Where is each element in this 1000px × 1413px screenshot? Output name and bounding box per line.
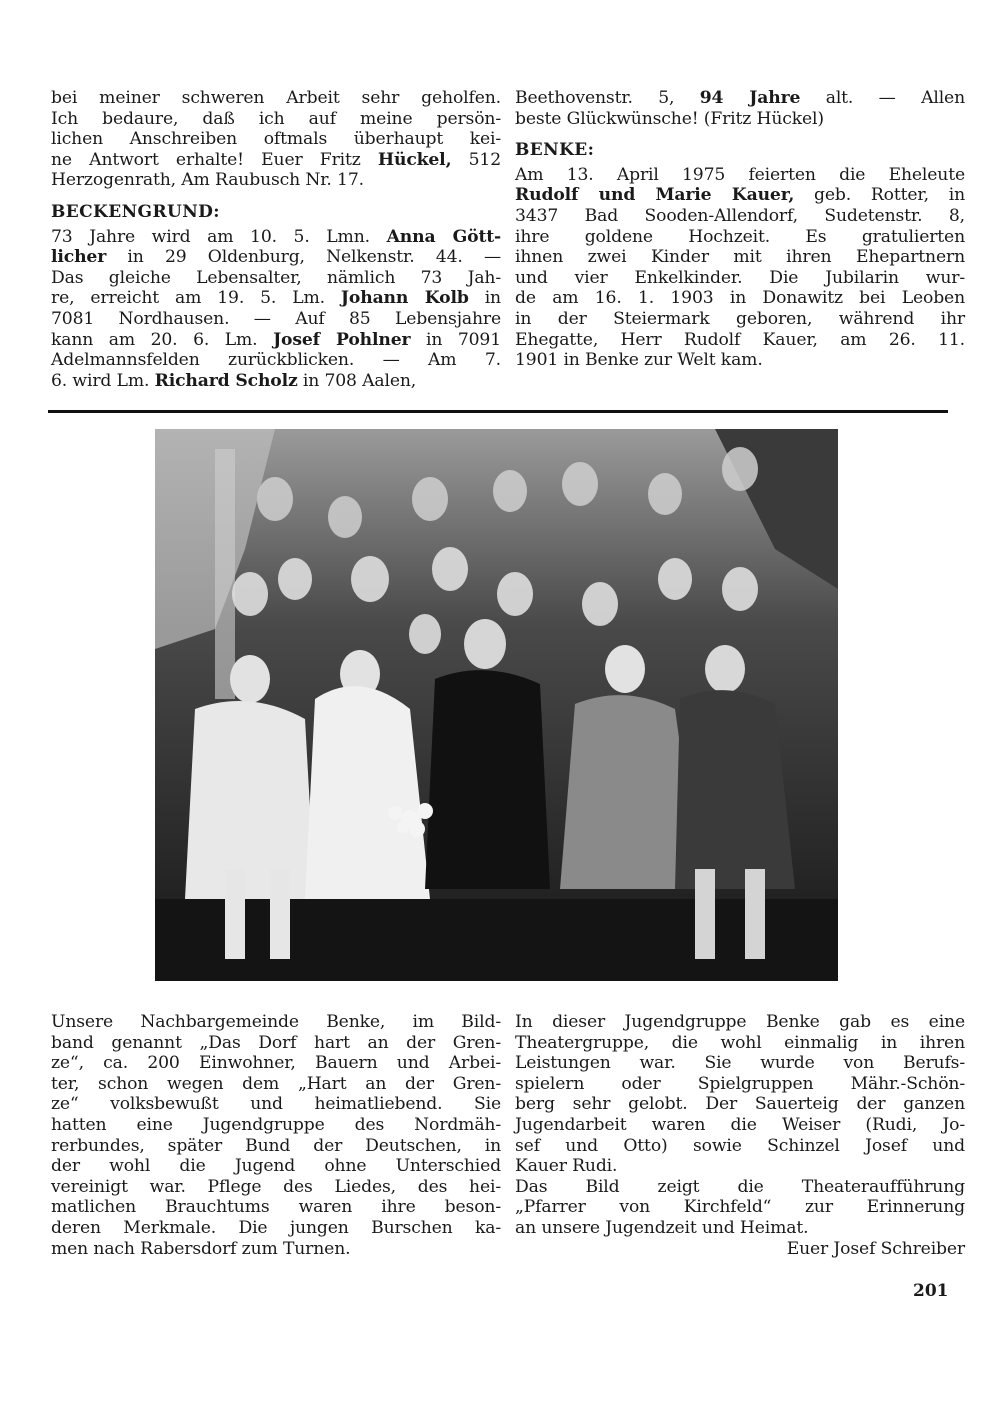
text-line: vereinigt war. Pflege des Liedes, des hei-	[51, 1176, 501, 1197]
text-line	[51, 350, 501, 371]
bold-name: Anna Gött-	[386, 226, 502, 247]
group-photo-theater	[155, 429, 838, 981]
bold-name: licher	[51, 247, 107, 268]
text-line: ze“ volksbewußt und heimatliebend. Sie	[51, 1094, 501, 1115]
text-line: Herzogenrath, Am Raubusch Nr. 17.	[51, 170, 364, 191]
text-line	[515, 206, 965, 227]
photo-illustration	[155, 429, 838, 981]
text-line	[51, 247, 501, 268]
paragraph-benke-description	[51, 1012, 501, 1259]
text-run: Adelmannsfelden zurückblicken. — Am 7.	[51, 350, 501, 371]
text-line: In dieser Jugendgruppe Benke gab es eine	[515, 1012, 965, 1032]
text-line: Ich bedaure, daß ich auf meine persön-	[51, 108, 501, 129]
text-line: „Pfarrer von Kirchfeld“ zur Erinnerung	[515, 1197, 965, 1218]
text-run: kann am 20. 6. Lm.	[51, 329, 274, 350]
paragraph-hueckel-letter	[51, 88, 501, 191]
text-line	[515, 288, 965, 309]
bold-name: 94 Jahre	[699, 88, 801, 108]
text-line	[515, 350, 965, 371]
text-line: spielern oder Spielgruppen Mähr.-Schön-	[515, 1073, 965, 1094]
text-run: Beethovenstr. 5,	[515, 88, 700, 108]
text-line: hatten eine Jugendgruppe des Nordmäh-	[51, 1114, 501, 1135]
paragraph-benke	[515, 165, 965, 371]
text-run: Ehegatte, Herr Rudolf Kauer, am 26. 11.	[515, 329, 965, 350]
text-line	[51, 150, 501, 171]
text-line: der wohl die Jugend ohne Unterschied	[51, 1156, 501, 1177]
text-run: ihre goldene Hochzeit. Es gratulierten	[515, 226, 965, 247]
text-line: bei meiner schweren Arbeit sehr geholfen.	[51, 88, 501, 108]
column-bottom-left	[51, 1012, 501, 1259]
paragraph-beckengrund	[51, 227, 501, 392]
text-run: 1901 in Benke zur Welt kam.	[515, 350, 763, 371]
text-line: Kauer Rudi.	[515, 1156, 618, 1177]
bold-name: Richard Scholz	[154, 370, 298, 391]
text-line: Das Bild zeigt die Theateraufführung	[515, 1176, 965, 1197]
text-run: in 708 Aalen,	[297, 370, 417, 391]
text-run: 512	[451, 149, 501, 170]
text-line	[515, 227, 965, 248]
text-run: in 29 Oldenburg, Nelkenstr. 44. —	[106, 247, 501, 268]
section-heading-beckengrund: BECKENGRUND:	[51, 201, 220, 222]
text-line	[515, 247, 965, 268]
text-line	[51, 288, 501, 309]
text-run: de am 16. 1. 1903 in Donawitz bei Leoben	[515, 288, 965, 309]
text-line: band genannt „Das Dorf hart an der Gren-	[51, 1032, 501, 1053]
text-run: beste Glückwünsche! (Fritz Hückel)	[515, 108, 824, 129]
bold-name: Josef Pohlner	[273, 329, 411, 350]
text-line	[515, 185, 965, 206]
text-line: berg sehr gelobt. Der Sauerteig der ganzen	[515, 1094, 965, 1115]
text-line	[51, 309, 501, 330]
text-line	[51, 371, 501, 392]
text-line: sef und Otto) sowie Schinzel Josef und	[515, 1135, 965, 1156]
text-run: 3437 Bad Sooden-Allendorf, Sudetenstr. 8,	[515, 205, 965, 226]
bold-name: Hückel,	[377, 149, 452, 170]
text-run: ne Antwort erhalte! Euer Fritz	[51, 149, 378, 170]
text-line: rerbundes, später Bund der Deutschen, in	[51, 1135, 501, 1156]
text-run: in der Steiermark geboren, während ihr	[515, 308, 965, 329]
signature: Euer Josef Schreiber	[786, 1238, 965, 1259]
text-run: Am 13. April 1975 feierten die Eheleute	[515, 164, 965, 185]
text-line	[51, 330, 501, 351]
text-line: ze“, ca. 200 Einwohner, Bauern und Arbei-	[51, 1053, 501, 1074]
bold-name: Rudolf und Marie Kauer,	[515, 185, 795, 206]
horizontal-rule	[48, 410, 948, 413]
text-run: 7081 Nordhausen. — Auf 85 Lebensjahre	[51, 308, 501, 329]
text-line: men nach Rabersdorf zum Turnen.	[51, 1238, 351, 1259]
paragraph-theater-group	[515, 1012, 965, 1239]
text-line	[515, 109, 965, 130]
text-run: 6. wird Lm.	[51, 370, 155, 391]
bold-name: Johann Kolb	[340, 288, 469, 309]
text-line: ter, schon wegen dem „Hart an der Gren-	[51, 1073, 501, 1094]
page-number: 201	[913, 1281, 949, 1301]
column-top-left	[51, 88, 501, 391]
text-run: alt. — Allen	[800, 88, 965, 108]
text-line: Leistungen war. Sie wurde von Berufs-	[515, 1053, 965, 1074]
text-line	[51, 227, 501, 248]
column-top-right	[515, 88, 965, 371]
text-line: Unsere Nachbargemeinde Benke, im Bild-	[51, 1012, 501, 1032]
text-run: Das gleiche Lebensalter, nämlich 73 Jah-	[51, 267, 501, 288]
text-run: und vier Enkelkinder. Die Jubilarin wur-	[515, 267, 965, 288]
text-line: Jugendarbeit waren die Weiser (Rudi, Jo-	[515, 1114, 965, 1135]
text-line: deren Merkmale. Die jungen Burschen ka-	[51, 1217, 501, 1238]
text-line: lichen Anschreiben oftmals überhaupt kei-	[51, 129, 501, 150]
text-run: ihnen zwei Kinder mit ihren Ehepartnern	[515, 247, 965, 268]
text-line	[515, 165, 965, 186]
text-run: re, erreicht am 19. 5. Lm.	[51, 288, 341, 309]
text-line	[515, 268, 965, 289]
text-run: in	[468, 288, 501, 309]
text-run: 73 Jahre wird am 10. 5. Lmn.	[51, 226, 387, 247]
text-line	[51, 268, 501, 289]
text-run: geb. Rotter, in	[794, 185, 965, 206]
paragraph-greetings	[515, 88, 965, 129]
text-run: in 7091	[410, 329, 501, 350]
section-heading-benke: BENKE:	[515, 140, 595, 161]
text-line: an unsere Jugendzeit und Heimat.	[515, 1217, 809, 1238]
text-line	[515, 309, 965, 330]
text-line	[515, 330, 965, 351]
text-line: matlichen Brauchtums waren ihre beson-	[51, 1197, 501, 1218]
text-line	[515, 88, 965, 109]
text-line: Theatergruppe, die wohl einmalig in ihren	[515, 1032, 965, 1053]
column-bottom-right	[515, 1012, 965, 1259]
